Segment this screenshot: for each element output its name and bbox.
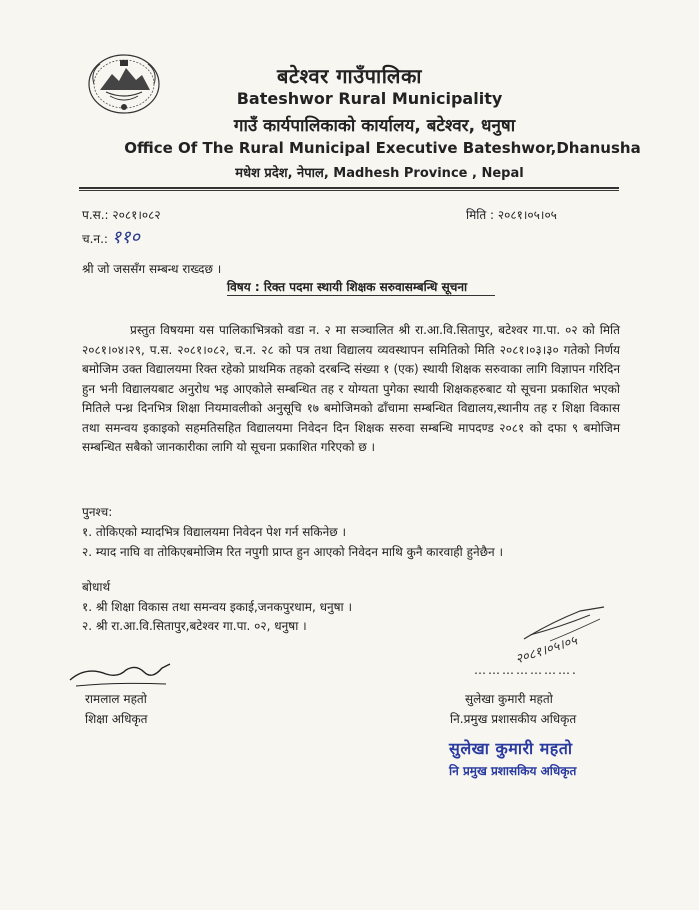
letter-date: मिति : २०८१।०५।०५ (466, 208, 557, 222)
postscript-heading: पुनश्च: (82, 505, 113, 519)
official-stamp (449, 737, 576, 779)
postscript-item: २. म्याद नाघि वा तोकिएबमोजिम रित नपुगी प्राप्त हुन आएको निवेदन माथि कुनै कारवाही हुनेछैन । (82, 545, 504, 559)
office-name-en: Office Of The Rural Municipal Executive Bateshwor,Dhanusha (124, 139, 641, 157)
body-text: प्रस्तुत विषयमा यस पालिकाभित्रको वडा न. २ मा सञ्चालित श्री रा.आ.वि.सितापुर, बटेश्वर गा.पा. ०२ को मिति २०८१।०४।२९, प.स. २०८१।०८२, च.न. २८ को पत्र तथा विद्यालय व्यवस्थापन समितिको मिति २०८१।०३।३० गतेको निर्णय बमोजिम उक्त विद्यालयमा रिक्त रहेको प्राथमिक तहको दरबन्दि संख्या १ (एक) स्थायी शिक्षक सरुवाका लागि विज्ञापन गरिदिन हुन भनी विद्यालयबाट अनुरोध भइ आएकोले सम्बन्धित तह र योग्यता पुगेका स्थायी शिक्षकहरुबाट यो सूचना प्रकाशित भएको मितिले पन्ध्र दिनभित्र शिक्षा नियमावलीको अनुसूचि १७ बमोजिमको ढाँचामा सम्बन्धित विद्यालय,स्थानीय तह र शिक्षा विकास तथा समन्वय इकाइको सहमतिसहित विद्यालयमा निवेदन दिन शिक्षक सरुवा सम्बन्धि मापदण्ड २०८१ को दफा ९ बमोजिम सम्बन्धित सबैको जानकारीका लागि यो सूचना प्रकाशित गरिएको छ । (82, 323, 620, 454)
municipality-name-en: Bateshwor Rural Municipality (236, 89, 503, 108)
right-signatory-title: नि.प्रमुख प्रशासकीय अधिकृत (450, 712, 577, 726)
subject-underline (227, 295, 495, 296)
left-signatory-name: रामलाल महतो (85, 692, 147, 706)
right-signatory-name: सुलेखा कुमारी महतो (465, 692, 553, 706)
body-paragraph (82, 321, 620, 458)
letter-number: प.स.: २०८१।०८२ (82, 208, 161, 222)
left-signatory-title: शिक्षा अधिकृत (85, 712, 148, 726)
addressee: श्री जो जससँग सम्बन्ध राख्दछ । (82, 262, 222, 276)
dispatch-label: च.न.: (82, 232, 108, 246)
postscript-item: १. तोकिएको म्यादभित्र विद्यालयमा निवेदन पेश गर्न सकिनेछ । (82, 525, 347, 539)
left-signature (66, 660, 176, 690)
signature-dots: …………………. (474, 663, 578, 677)
stamp-name: सुलेखा कुमारी महतो (449, 739, 573, 758)
stamp-title: नि प्रमुख प्रशासकिय अधिकृत (449, 764, 577, 778)
office-name-np: गाउँ कार्यपालिकाको कार्यालय, बटेश्वर, धनुषा (233, 116, 516, 136)
header-divider (79, 187, 619, 189)
subject-line: विषय : रिक्त पदमा स्थायी शिक्षक सरुवासम्बन्धि सूचना (227, 280, 468, 294)
header-divider-thin (79, 190, 619, 191)
cc-heading: बोधार्थ (82, 580, 111, 594)
handwritten-date: २०८१।०५।०५ (513, 633, 580, 668)
province-line: मधेश प्रदेश, नेपाल, Madhesh Province , Nepal (235, 166, 524, 181)
dispatch-value: ११० (111, 227, 140, 248)
municipality-name-np: बटेश्वर गाउँपालिका (277, 64, 422, 88)
cc-item: १. श्री शिक्षा विकास तथा समन्वय इकाई,जनकपुरधाम, धनुषा । (82, 600, 353, 614)
dispatch-number (82, 225, 140, 249)
cc-item: २. श्री रा.आ.वि.सितापुर,बटेश्वर गा.पा. ०२, धनुषा । (82, 619, 307, 633)
